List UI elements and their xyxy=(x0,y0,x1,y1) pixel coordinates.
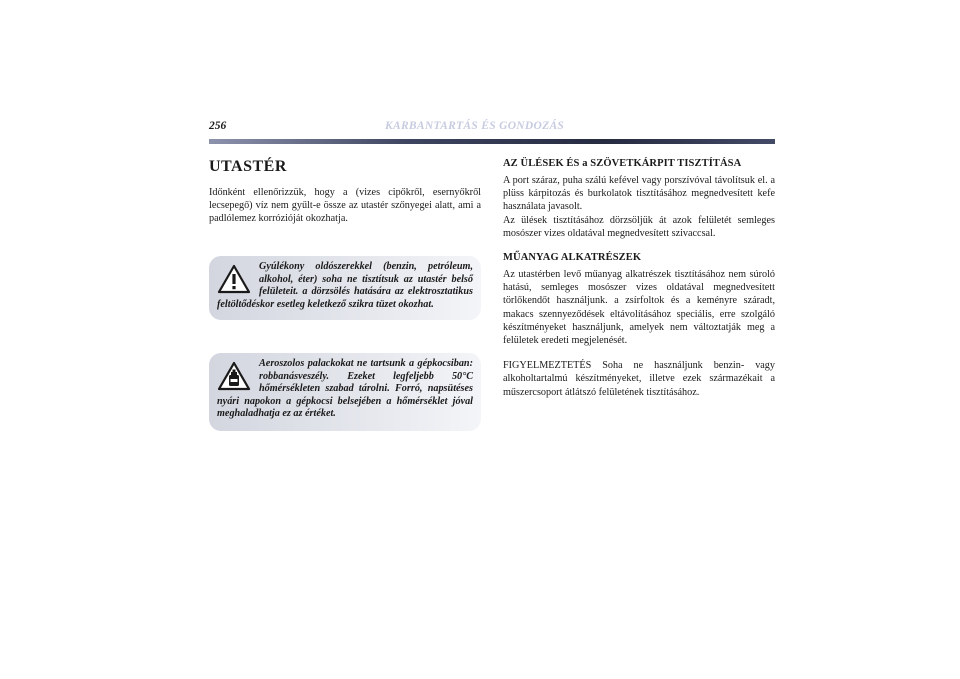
plastic-paragraph-1: Az utastérben levő műanyag alkatrészek tisztításához nem súroló hatású, semleges mosószer vizes oldatával megnedvesített törlőkendőt használjunk. a zsírfoltok és a keményre száradt, makacs szennyeződések eltávolításához speciális, erre szolgáló készítményeket használjunk, amelyek nem változtatják meg a felületek eredeti megjelenését. xyxy=(503,269,775,347)
header-rule xyxy=(209,139,775,144)
aerosol-warning-icon xyxy=(217,360,251,392)
page-header xyxy=(209,120,775,146)
warning-box-solvents xyxy=(209,256,481,320)
running-title: KARBANTARTÁS ÉS GONDOZÁS xyxy=(385,120,565,132)
page-number: 256 xyxy=(209,120,227,132)
right-column xyxy=(503,158,775,399)
warning-text-aerosol: Aeroszolos palackokat ne tartsunk a gépkocsiban: robbanásveszély. Ezeket legfeljebb 50°C hőmérsékleten szabad tárolni. Forró, napsütéses nyári napokon a gépkocsi belsejében a hőmérséklet jóval meghaladhatja ez az értéket. xyxy=(217,358,473,420)
heading-plastic-parts: MŰANYAG ALKATRÉSZEK xyxy=(503,252,642,264)
intro-paragraph: Időnként ellenőrizzük, hogy a (vizes cipőkről, esernyőkről lecsepegő) víz nem gyűlt-e össze az utastér szőnyegei alatt, ami a padlólemez korrózióját okozhatja. xyxy=(209,187,481,225)
left-column xyxy=(209,158,481,226)
warning-triangle-icon xyxy=(217,263,251,295)
section-title-utaster: UTASTÉR xyxy=(209,158,287,175)
warning-box-aerosol xyxy=(209,353,481,431)
warning-text-solvents: Gyúlékony oldószerekkel (benzin, petróleum, alkohol, éter) soha ne tisztítsuk az utastér belső felületeit. a dörzsölés hatására az elektrosztatikus feltöltődéskor esetleg keletkező szikra tüzet okozhat. xyxy=(217,261,473,310)
seats-paragraph-1: A port száraz, puha szálú kefével vagy porszívóval távolítsuk el. a plüss kárpitozás és burkolatok tisztításához megnedvesített kefe használata javasolt. xyxy=(503,175,775,213)
heading-seats-upholstery: AZ ÜLÉSEK ÉS a SZÖVETKÁRPIT TISZTÍTÁSA xyxy=(503,158,742,169)
seats-paragraph-2: Az ülések tisztításához dörzsöljük át azok felületét semleges mosószer vizes oldatával megnedvesített szivaccsal. xyxy=(503,214,775,239)
plastic-warning-paragraph: FIGYELMEZTETÉS Soha ne használjunk benzin- vagy alkoholtartalmú készítményeket, illetve ezek származékait a műszercsoport átlátszó felületének tisztításához. xyxy=(503,360,775,398)
